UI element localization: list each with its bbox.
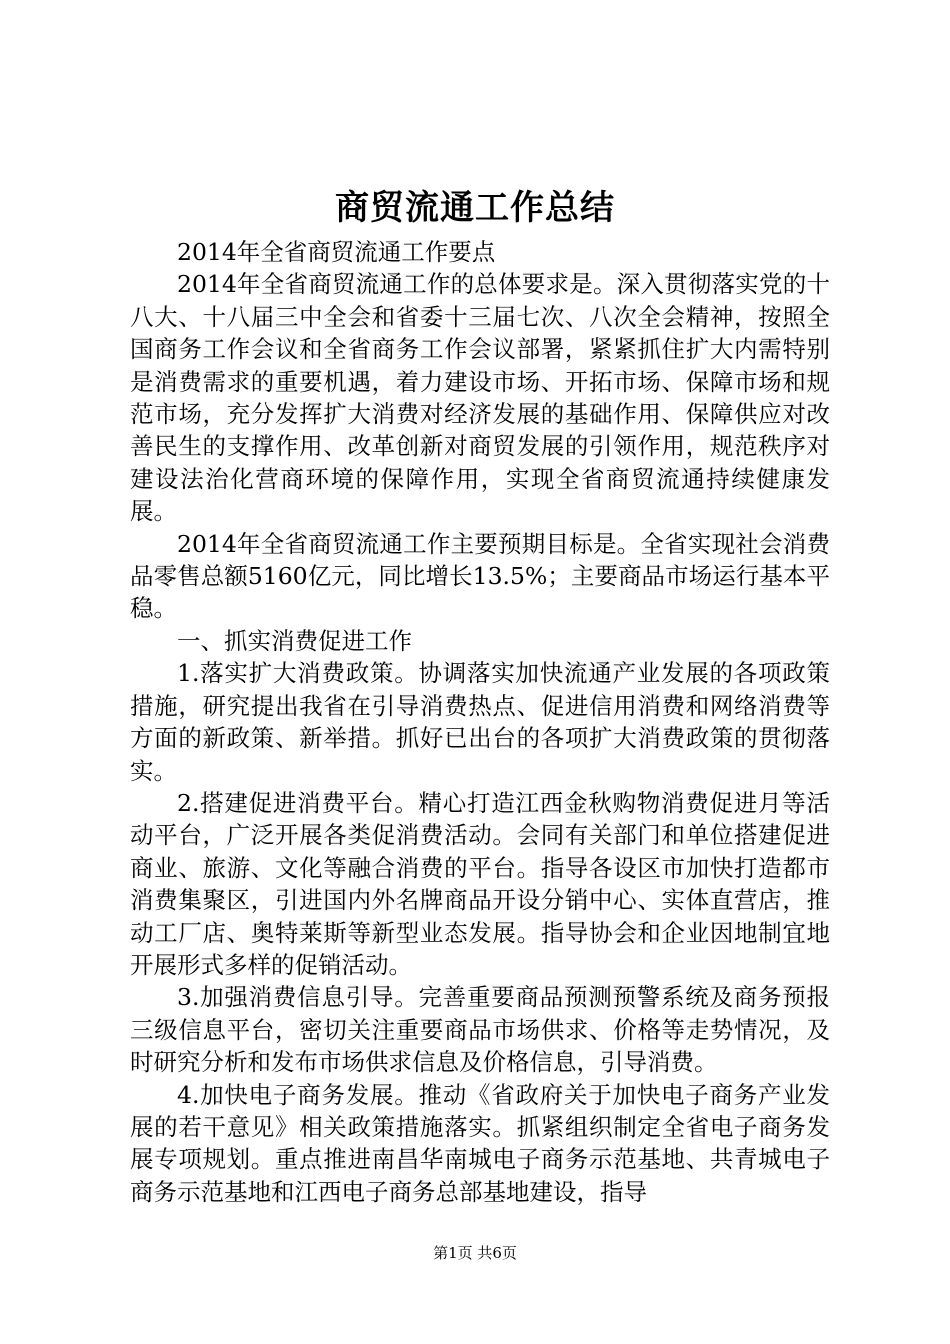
paragraph-item-1: 1.落实扩大消费政策。协调落实加快流通产业发展的各项政策措施，研究提出我省在引导消费热点、促进信用消费和网络消费等方面的新政策、新举措。抓好已出台的各项扩大消费政策的贯彻落实。 xyxy=(130,659,830,785)
page-number-footer: 第1页 共6页 xyxy=(433,1244,517,1262)
document-body xyxy=(130,236,830,1208)
paragraph-subtitle: 2014年全省商贸流通工作要点 xyxy=(177,238,496,266)
paragraph-item-3: 3.加强消费信息引导。完善重要商品预测预警系统及商务预报三级信息平台，密切关注重要商品市场供求、价格等走势情况，及时研究分析和发布市场供求信息及价格信息，引导消费。 xyxy=(130,983,830,1077)
paragraph-overall-requirements: 2014年全省商贸流通工作的总体要求是。深入贯彻落实党的十八大、十八届三中全会和省委十三届七次、八次全会精神，按照全国商务工作会议和全省商务工作会议部署，紧紧抓住扩大内需特别是消费需求的重要机遇，着力建设市场、开拓市场、保障市场和规范市场，充分发挥扩大消费对经济发展的基础作用、保障供应对改善民生的支撑作用、改革创新对商贸发展的引领作用，规范秩序对建设法治化营商环境的保障作用，实现全省商贸流通持续健康发展。 xyxy=(130,270,830,526)
paragraph-expected-targets: 2014年全省商贸流通工作主要预期目标是。全省实现社会消费品零售总额5160亿元，同比增长13.5%；主要商品市场运行基本平稳。 xyxy=(130,529,830,623)
section-heading-consumption: 一、抓实消费促进工作 xyxy=(177,626,412,655)
paragraph-item-4: 4.加快电子商务发展。推动《省政府关于加快电子商务产业发展的若干意见》相关政策措施落实。抓紧组织制定全省电子商务发展专项规划。重点推进南昌华南城电子商务示范基地、共青城电子商务示范基地和江西电子商务总部基地建设，指导 xyxy=(130,1080,830,1206)
paragraph-item-2: 2.搭建促进消费平台。精心打造江西金秋购物消费促进月等活动平台，广泛开展各类促消费活动。会同有关部门和单位搭建促进商业、旅游、文化等融合消费的平台。指导各设区市加快打造都市消费集聚区，引进国内外名牌商品开设分销中心、实体直营店，推动工厂店、奥特莱斯等新型业态发展。指导协会和企业因地制宜地开展形式多样的促销活动。 xyxy=(130,788,830,979)
document-title: 商贸流通工作总结 xyxy=(335,188,615,228)
